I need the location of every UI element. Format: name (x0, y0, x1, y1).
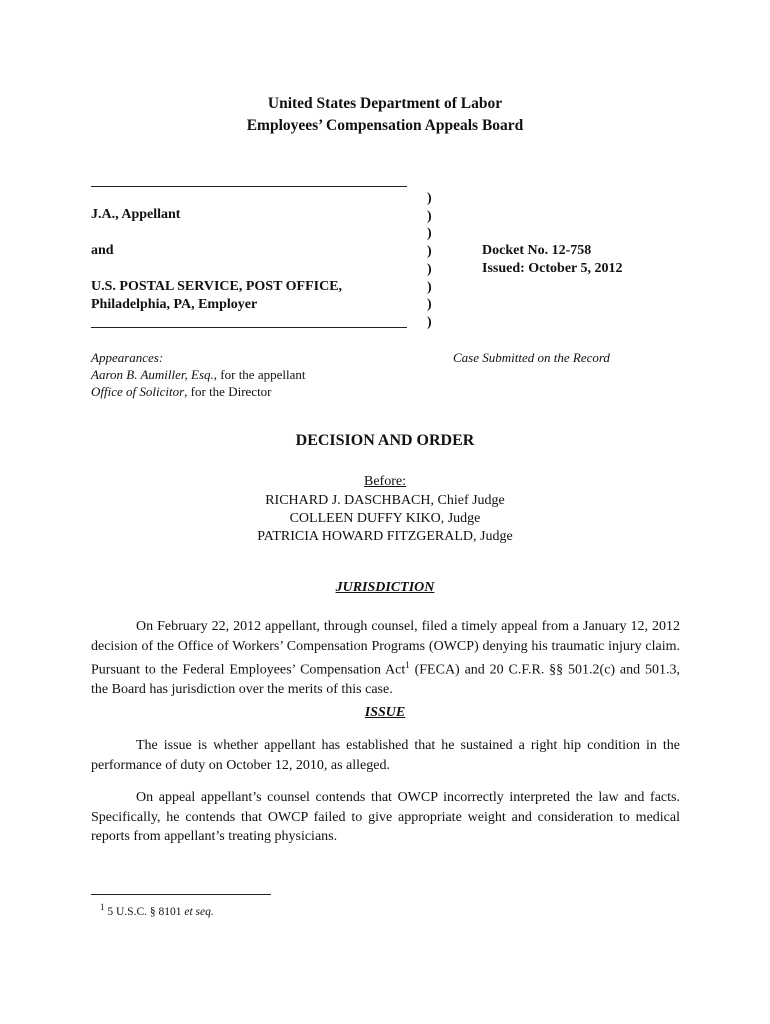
issue-heading: ISSUE (364, 705, 406, 720)
decision-title: DECISION AND ORDER (295, 432, 475, 449)
appearances-label: Appearances: (91, 350, 164, 365)
judge-2: COLLEEN DUFFY KIKO, Judge (289, 511, 481, 526)
issue-paragraph-1: The issue is whether appellant has established that he sustained a right hip condition in the performance of duty on October 12, 2010, as alleged. (91, 738, 680, 773)
judge-1: RICHARD J. DASCHBACH, Chief Judge (265, 493, 505, 508)
caption-parentheses: ) ) ) ) ) ) ) ) (427, 191, 432, 330)
judge-3: PATRICIA HOWARD FITZGERALD, Judge (257, 529, 513, 544)
appearance-solicitor (91, 383, 272, 400)
footnote-1: $^1$ 5 U.S.C. § 8101 et seq. (100, 902, 214, 918)
attorney-name: Aaron B. Aumiller, Esq. (91, 367, 214, 382)
employer-line-2: Philadelphia, PA, Employer (91, 297, 258, 312)
issue-paragraph-2: On appeal appellant’s counsel contends that OWCP incorrectly interpreted the law and facts. Specifically, he contends that OWCP failed to give appropriate weight and consideration to medical reports from appellant’s treating physicians. (91, 790, 680, 844)
attorney-role: , for the appellant (213, 367, 306, 382)
agency-title: United States Department of Labor (267, 95, 503, 112)
appearance-attorney (91, 366, 305, 383)
issued-date: Issued: October 5, 2012 (482, 261, 623, 276)
caption-and: and (91, 243, 114, 258)
jurisdiction-heading: JURISDICTION (335, 580, 435, 595)
submission-note: Case Submitted on the Record (453, 350, 610, 365)
jurisdiction-paragraph: On February 22, 2012 appellant, through counsel, filed a timely appeal from a January 12, 2012 decision of the Office of Workers’ Compensation Programs (OWCP) denying his traumatic injury claim. Pursuant to the Federal Employees’ Compensation Act$^1$ (FECA) and 20 C.F.R. §§ 501.2(c) and 501.3, the Board has jurisdiction over the merits of this case. (91, 619, 680, 698)
before-label: Before: (364, 474, 406, 489)
caption-bottom-rule (91, 327, 407, 328)
employer-line-1: U.S. POSTAL SERVICE, POST OFFICE, (91, 279, 343, 294)
footnote-rule (91, 894, 271, 895)
footnote-ref: 1 (405, 660, 410, 670)
board-title: Employees’ Compensation Appeals Board (246, 117, 524, 134)
footnote-mark: 1 (100, 902, 105, 912)
appellant-name: J.A., Appellant (91, 207, 181, 222)
docket-number: Docket No. 12-758 (482, 243, 592, 258)
solicitor-role: , for the Director (184, 384, 272, 399)
caption-top-rule (91, 186, 407, 187)
solicitor-name: Office of Solicitor (91, 384, 185, 399)
